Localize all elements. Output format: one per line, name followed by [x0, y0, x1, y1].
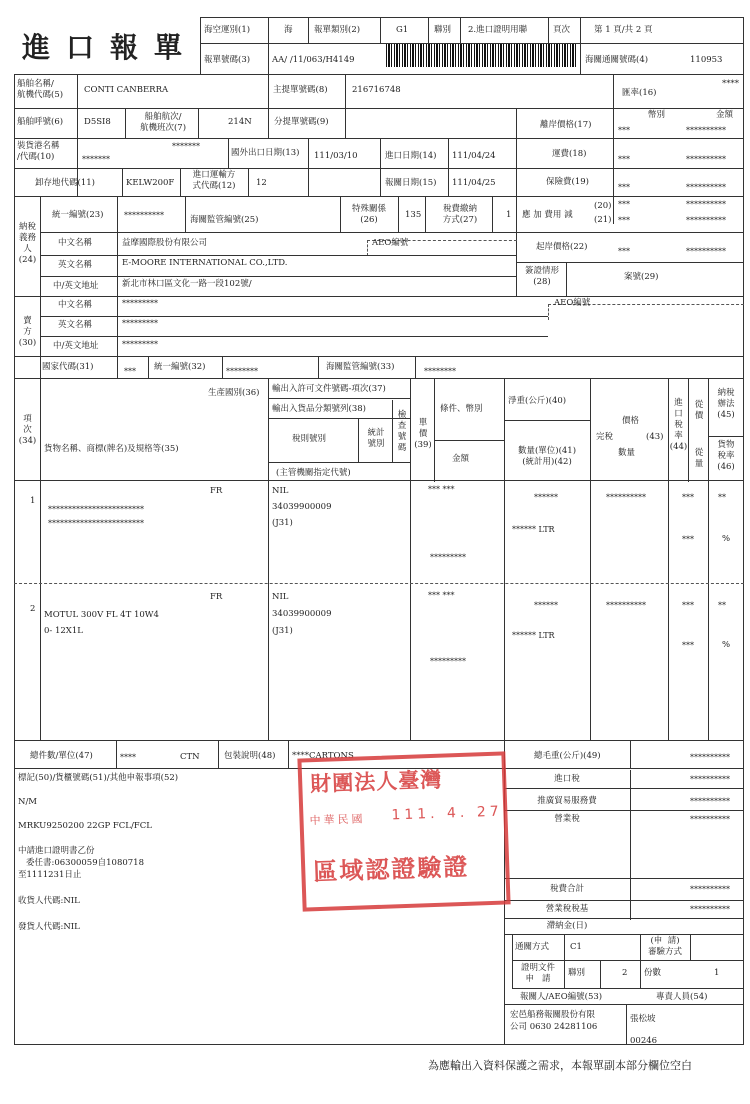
divider [14, 480, 744, 481]
col-ad-valorem: 從 價 [694, 400, 704, 421]
divider [40, 378, 41, 740]
item-2-law: ** [718, 601, 726, 610]
insurance-amount: ********** [686, 183, 726, 192]
taxpayer-section-label: 納稅 義務 人 (24) [18, 222, 37, 265]
adjust-add: (20) [594, 201, 612, 211]
import-tax-label: 進口稅 [554, 774, 580, 784]
vessel-name-label: 船舶名稱/ 航機代碼(5) [17, 79, 64, 100]
country-label: 國家代碼(31) [42, 362, 94, 372]
shipper-code: 發貨人代碼:NIL [18, 922, 80, 932]
divider [448, 138, 449, 196]
port-code: ******* [172, 142, 200, 151]
item-2-terms: *** *** [428, 591, 455, 600]
divider [268, 398, 410, 399]
vat-base-label: 營業稅稅基 [545, 904, 589, 914]
divider [228, 138, 229, 168]
cert-label: 簽證情形 (28) [524, 266, 559, 287]
taxpayer-address: 新北市林口區文化一路一段102號/ [122, 279, 252, 289]
item-2-permit: NIL [272, 592, 289, 602]
divider [308, 17, 309, 43]
col-item-no: 項 次 (34) [18, 414, 37, 446]
broker-label: 報關人/AEO編號(53) [520, 992, 603, 1002]
seller-cn-name-label: 中文名稱 [58, 300, 93, 310]
item-1-rate-2: *** [682, 535, 694, 544]
doc-copies-value: 1 [714, 968, 720, 978]
divider [14, 74, 15, 1044]
promo-fee-label: 推廣貿易服務費 [537, 796, 597, 806]
pack-label: 包裝說明(48) [224, 751, 276, 761]
divider [268, 378, 269, 740]
taxpayer-uid: ********** [124, 211, 164, 220]
broker-name-2: 公司 0630 24281106 [510, 1022, 598, 1032]
col-rate: 進 口 稅 率 (44) [669, 398, 688, 452]
divider [40, 196, 41, 378]
export-date: 111/03/10 [314, 151, 358, 161]
divider [198, 108, 199, 138]
col-unit-price: 單 價 (39) [414, 418, 432, 450]
item-1-qty: ****** LTR [512, 525, 555, 534]
divider [630, 770, 631, 920]
special-label: 特殊關係 (26) [351, 204, 386, 225]
item-2-rate-1: *** [682, 601, 694, 610]
divider [40, 276, 516, 277]
divider [185, 196, 186, 232]
divider [222, 356, 223, 378]
pkg-unit: CTN [180, 752, 200, 762]
vessel-name: CONTI CANBERRA [84, 85, 169, 95]
seller-aeo-label: AEO編號 [554, 298, 591, 308]
marks-line-5: 至1111231日止 [18, 870, 82, 880]
col-tax-no: 稅則號別 [292, 434, 327, 444]
seller-en-name-label: 英文名稱 [58, 320, 93, 330]
item-2-class-no: 34039900009 [272, 609, 332, 619]
divider [392, 400, 393, 462]
col-stat-no: 統計 號別 [367, 428, 385, 449]
master-bl: 216716748 [352, 85, 401, 95]
seller-en-name: ********* [122, 319, 158, 328]
divider [548, 17, 549, 43]
page-title: 進口報單 [22, 31, 199, 64]
freight-label: 運費(18) [552, 149, 587, 159]
divider [380, 17, 381, 43]
divider [14, 296, 744, 297]
tax-total-label: 稅費合計 [549, 884, 584, 894]
divider [434, 440, 504, 441]
vat-label: 營業稅 [554, 814, 580, 824]
seller-address: ********* [122, 340, 158, 349]
divider [380, 138, 381, 196]
storage: KELW200F [126, 178, 175, 188]
item-1-cargo-tax: % [722, 534, 731, 544]
item-1-agency: (J31) [272, 518, 293, 528]
stamp-line-2: 中華民國 [309, 812, 366, 828]
special-value: 135 [405, 210, 422, 220]
doc-copy-value: 2 [622, 968, 628, 978]
divider [504, 918, 744, 919]
port-name: ******* [82, 155, 110, 164]
divider [516, 108, 517, 196]
divider [504, 1004, 744, 1005]
page-number: 第 1 頁/共 2 頁 [594, 25, 653, 35]
divider [613, 74, 614, 224]
item-1-amount: ********* [430, 553, 466, 562]
house-bl-label: 分提單號碼(9) [274, 117, 329, 127]
port-label: 裝貨港名稱 /代碼(10) [17, 141, 60, 162]
divider [200, 17, 201, 74]
divider [516, 196, 517, 232]
item-1-desc-1: ************************ [48, 505, 144, 514]
decl-date-label: 報關日期(15) [385, 178, 437, 188]
item-1-desc-2: ************************ [48, 519, 144, 528]
divider [148, 356, 149, 378]
case-label: 案號(29) [624, 272, 659, 282]
import-tax-value: ********** [690, 775, 730, 784]
copy-value: 2.進口證明用聯 [468, 25, 528, 35]
decl-no-label: 報單號碼(3) [204, 55, 251, 65]
customs-stamp [297, 751, 510, 911]
marks-line-1: N/M [18, 797, 38, 807]
divider [40, 336, 548, 337]
pack-desc: ****CARTONS [292, 751, 354, 761]
divider [14, 378, 744, 379]
decl-date: 111/04/25 [452, 178, 496, 188]
item-1-law: ** [718, 493, 726, 502]
storage-label: 卸存地代碼(11) [35, 178, 95, 188]
divider [40, 232, 744, 233]
marks-line-4: 委任書:06300059自1080718 [26, 858, 144, 868]
master-bl-label: 主提單號碼(8) [273, 85, 328, 95]
marks-line-2: MRKU9250200 22GP FCL/FCL [18, 821, 152, 831]
stamp-line-3: 區域認證驗證 [312, 852, 470, 887]
col-inspect: 檢 查 號 碼 [397, 410, 407, 453]
divider [504, 878, 744, 879]
aeo-box [548, 304, 549, 320]
cif-amount: ********** [686, 247, 726, 256]
divider [566, 262, 567, 296]
country-code: *** [124, 367, 136, 376]
col-cargo-tax: 貨物 稅率 (46) [717, 440, 735, 472]
customs-mgmt-label: 海關監管編號(25) [190, 215, 259, 225]
taxpayer-cn-name-label: 中文名稱 [58, 238, 93, 248]
col-duty-value-no: (43) [646, 432, 664, 442]
col-terms: 條件、幣別 [440, 404, 483, 414]
tax-total-value: ********** [690, 885, 730, 894]
divider [492, 196, 493, 232]
item-2-qty: ****** LTR [512, 631, 555, 640]
adjust-currency: *** [618, 200, 630, 209]
col-net-weight: 淨重(公斤)(40) [508, 396, 567, 406]
footer-note: 為應輸出入資料保護之需求，本報單副本部分欄位空白 [428, 1059, 692, 1072]
vat-base-value: ********** [690, 905, 730, 914]
seller-uid: ******** [226, 367, 258, 376]
col-agency: (主管機關指定代號) [276, 468, 351, 478]
marks-line-3: 中請進口證明書乙份 [18, 846, 95, 856]
fob-amount: ********** [686, 126, 726, 135]
col-specific: 從 量 [694, 448, 704, 469]
divider [690, 934, 691, 960]
divider [116, 740, 117, 768]
transport-mode: 12 [256, 178, 267, 188]
seller-uid-label: 統一編號(32) [154, 362, 206, 372]
cif-label: 起岸價格(22) [536, 242, 588, 252]
divider [630, 740, 631, 768]
item-2-value: ********** [606, 601, 646, 610]
import-date: 111/04/24 [452, 151, 496, 161]
divider [125, 108, 126, 138]
stamp-date: 111. 4. 27 [391, 803, 503, 824]
divider [626, 1004, 627, 1044]
item-1-origin: FR [210, 486, 223, 496]
divider [410, 378, 411, 740]
item-1-permit: NIL [272, 486, 289, 496]
taxpayer-en-name: E-MOORE INTERNATIONAL CO.,LTD. [122, 258, 288, 268]
clearance-label: 通關方式 [515, 942, 550, 952]
copy-label: 聯別 [434, 25, 452, 35]
divider [14, 168, 744, 169]
rate-value: **** [722, 79, 739, 89]
divider [512, 960, 744, 961]
item-2-agency: (J31) [272, 626, 293, 636]
item-1-class-no: 34039900009 [272, 502, 332, 512]
col-value: 價格 [622, 416, 640, 426]
seller-customs: ******** [424, 367, 456, 376]
divider [516, 232, 517, 296]
adjust-label: 應 加 費用 減 [522, 210, 573, 220]
divider [516, 262, 744, 263]
divider [200, 43, 744, 44]
insurance-currency: *** [618, 183, 630, 192]
callsign: D5SI8 [84, 117, 111, 127]
consignee-code: 收貨人代碼:NIL [18, 896, 80, 906]
divider [200, 17, 744, 18]
divider [248, 168, 249, 196]
divider [688, 378, 689, 482]
divider [268, 418, 410, 419]
divider [708, 378, 709, 740]
insurance-label: 保險費(19) [546, 177, 589, 187]
review-method: (申 請) 審驗方式 [647, 936, 682, 957]
voyage-label: 船舶航次/ 航機班次(7) [139, 112, 187, 133]
divider [504, 420, 590, 421]
col-amount: 金額 [452, 454, 470, 464]
divider [358, 418, 359, 462]
taxpayer-aeo-label: AEO編號 [372, 238, 409, 248]
fob-label: 離岸價格(17) [540, 120, 592, 130]
divider [318, 356, 319, 378]
item-2-desc-2: 0- 12X1L [44, 626, 83, 636]
divider [504, 378, 505, 740]
item-1-value: ********** [606, 493, 646, 502]
divider [512, 988, 744, 989]
divider [590, 378, 591, 740]
divider [14, 138, 744, 139]
seller-cn-name: ********* [122, 299, 158, 308]
officer-code: 00246 [630, 1036, 658, 1046]
divider [14, 356, 744, 357]
item-2-cargo-tax: % [722, 640, 731, 650]
freight-amount: ********** [686, 155, 726, 164]
divider [345, 74, 346, 108]
divider [40, 255, 516, 256]
decl-no-value: AA/ /11/063/H4149 [272, 55, 355, 65]
col-origin: 生產國別(36) [208, 388, 260, 398]
doc-copy-label: 聯別 [568, 968, 586, 978]
divider [122, 168, 123, 196]
customs-code-label: 海關通關號碼(4) [585, 55, 649, 65]
col-description: 貨物名稱、商標(牌名)及規格等(35) [44, 444, 179, 454]
callsign-label: 船舶呼號(6) [17, 117, 64, 127]
fob-currency: *** [618, 126, 630, 135]
adjust-currency-2: *** [618, 216, 630, 225]
col-duty-value: 完稅 [596, 432, 614, 442]
stamp-line-1: 財團法人臺灣 [309, 767, 443, 797]
item-1-no: 1 [30, 496, 36, 506]
seller-section-label: 賣 方 (30) [18, 316, 37, 348]
divider [504, 934, 744, 935]
divider [398, 196, 399, 232]
divider [268, 17, 269, 74]
adjust-sub: (21) [594, 215, 612, 225]
import-date-label: 進口日期(14) [385, 151, 437, 161]
taxpayer-cn-name: 益摩國際股份有限公司 [122, 238, 208, 248]
divider [14, 108, 744, 109]
gross-label: 總毛重(公斤)(49) [534, 751, 601, 761]
divider [434, 378, 435, 482]
voyage: 214N [228, 117, 252, 127]
vat-value: ********** [690, 815, 730, 824]
divider [117, 196, 118, 378]
item-1-rate-1: *** [682, 493, 694, 502]
item-2-no: 2 [30, 604, 36, 614]
page-label: 頁次 [553, 25, 571, 35]
transport-mode-label: 進口運輸方 式代碼(12) [192, 170, 236, 191]
divider [460, 17, 461, 43]
divider [504, 810, 744, 811]
divider [218, 740, 219, 768]
col-class-no: 輸出入貨品分類號列(38) [272, 404, 366, 414]
item-1-net: ****** [534, 493, 558, 502]
cif-currency: *** [618, 247, 630, 256]
pkg-label: 總件數/單位(47) [30, 751, 93, 761]
rate-label: 匯率(16) [622, 88, 657, 98]
transport-label: 海空運別(1) [204, 25, 251, 35]
divider [504, 788, 744, 789]
divider [708, 436, 744, 437]
divider [640, 960, 641, 988]
tax-method-label: 稅費繳納 方式(27) [442, 204, 478, 225]
customs-code-value: 110953 [690, 55, 723, 65]
officer-name: 張松坡 [630, 1014, 656, 1024]
adjust-amount-2: ********** [686, 216, 726, 225]
doc-copies-label: 份數 [644, 968, 662, 978]
export-date-label: 國外出口日期(13) [231, 148, 300, 158]
promo-fee-value: ********** [690, 797, 730, 806]
taxpayer-addr-label: 中/英文地址 [53, 281, 99, 291]
item-2-rate-2: *** [682, 641, 694, 650]
divider [14, 74, 744, 75]
divider [564, 934, 565, 988]
col-quantity: 數量(單位)(41) (統計用)(42) [517, 446, 577, 467]
divider [288, 740, 289, 768]
col-tax-law: 納稅 辦法 (45) [717, 388, 735, 420]
col-permit: 輸出入許可文件號碼-項次(37) [272, 384, 386, 394]
currency-label: 幣別 [648, 110, 666, 120]
tax-method: 1 [506, 210, 512, 220]
pkg-count: **** [120, 753, 136, 762]
transport-value: 海 [284, 25, 293, 35]
gross-weight: ********** [690, 753, 730, 762]
taxpayer-en-name-label: 英文名稱 [58, 260, 93, 270]
divider [14, 196, 744, 197]
divider [308, 138, 309, 196]
divider [268, 462, 410, 463]
seller-addr-label: 中/英文地址 [53, 341, 99, 351]
divider [14, 740, 744, 741]
item-2-net: ****** [534, 601, 558, 610]
divider [600, 960, 601, 988]
officer-label: 專責人員(54) [656, 992, 708, 1002]
divider [415, 356, 416, 378]
divider [425, 196, 426, 232]
clearance-value: C1 [570, 942, 582, 952]
divider [40, 316, 548, 317]
item-separator [14, 583, 744, 584]
aeo-box [367, 240, 368, 256]
divider [268, 74, 269, 138]
item-2-origin: FR [210, 592, 223, 602]
col-duty-quantity: 數量 [618, 448, 636, 458]
amount-label: 金額 [716, 110, 734, 120]
late-fee-label: 滯納金(日) [546, 921, 588, 931]
divider [180, 168, 181, 196]
doc-apply-label: 證明文件 申 請 [520, 963, 555, 984]
item-1-terms: *** *** [428, 485, 455, 494]
adjust-amount: ********** [686, 200, 726, 209]
barcode [386, 43, 576, 67]
divider [428, 17, 429, 43]
divider [345, 108, 346, 138]
divider [743, 17, 744, 1044]
taxpayer-uid-label: 統一編號(23) [52, 210, 104, 220]
freight-currency: *** [618, 155, 630, 164]
broker-name: 宏邑船務報關股份有限 [510, 1010, 596, 1020]
item-2-desc-1: MOTUL 300V FL 4T 10W4 [44, 610, 159, 620]
decl-type-label: 報單類別(2) [314, 25, 361, 35]
decl-type-value: G1 [396, 25, 409, 35]
divider [580, 17, 581, 74]
item-2-amount: ********* [430, 657, 466, 666]
marks-label: 標記(50)/貨櫃號碼(51)/其他申報事項(52) [18, 773, 179, 783]
divider [504, 900, 744, 901]
seller-customs-label: 海關監管編號(33) [326, 362, 395, 372]
